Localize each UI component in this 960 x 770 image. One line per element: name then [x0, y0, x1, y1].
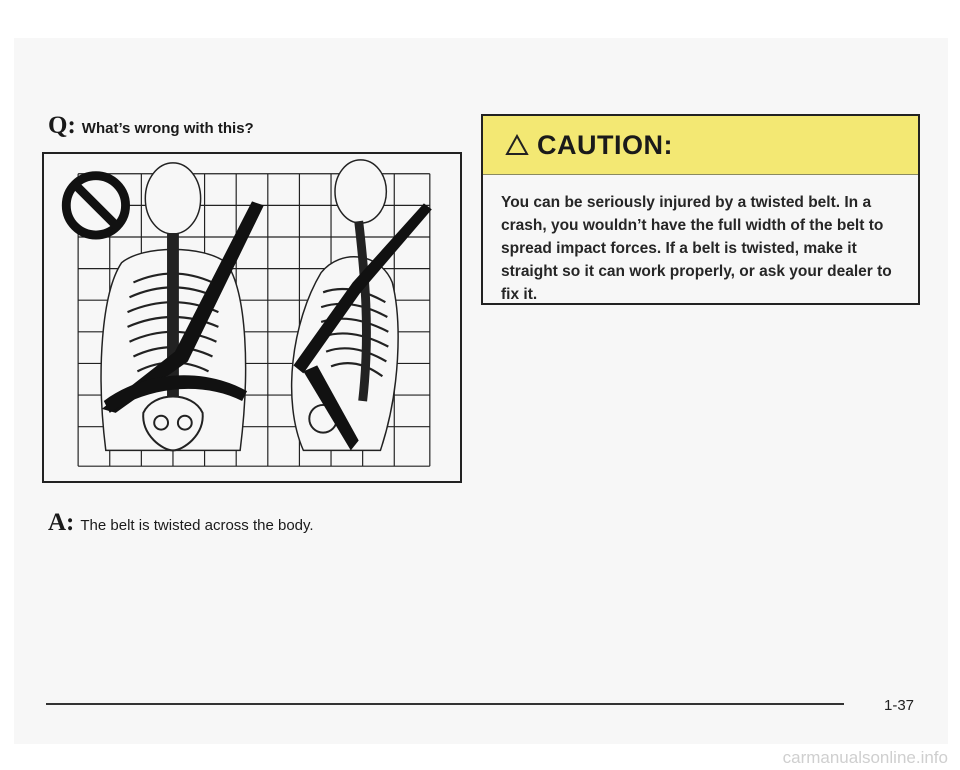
- caution-text: You can be seriously injured by a twisted belt. In a crash, you wouldn’t have the full width of the belt to spread impact forces. If a belt is twisted, make it straight so it can work properly, or ask your dealer to fix it.: [501, 194, 892, 303]
- page-number: 1-37: [884, 697, 915, 714]
- watermark: carmanualsonline.info: [782, 748, 948, 767]
- answer-line: [48, 509, 314, 537]
- question-line: [48, 112, 254, 140]
- answer-label: A:: [48, 509, 75, 536]
- caution-box: [481, 114, 920, 305]
- skeleton-illustration: [44, 154, 460, 481]
- caution-header: [483, 116, 918, 175]
- caution-title: CAUTION:: [537, 129, 673, 160]
- warning-triangle-icon: [505, 134, 529, 156]
- twisted-belt-figure: [42, 152, 462, 483]
- question-label: Q:: [48, 112, 76, 139]
- footer-rule: [46, 703, 844, 705]
- answer-text: The belt is twisted across the body.: [80, 517, 314, 534]
- prohibited-icon: [66, 176, 125, 235]
- question-text: What’s wrong with this?: [81, 120, 254, 137]
